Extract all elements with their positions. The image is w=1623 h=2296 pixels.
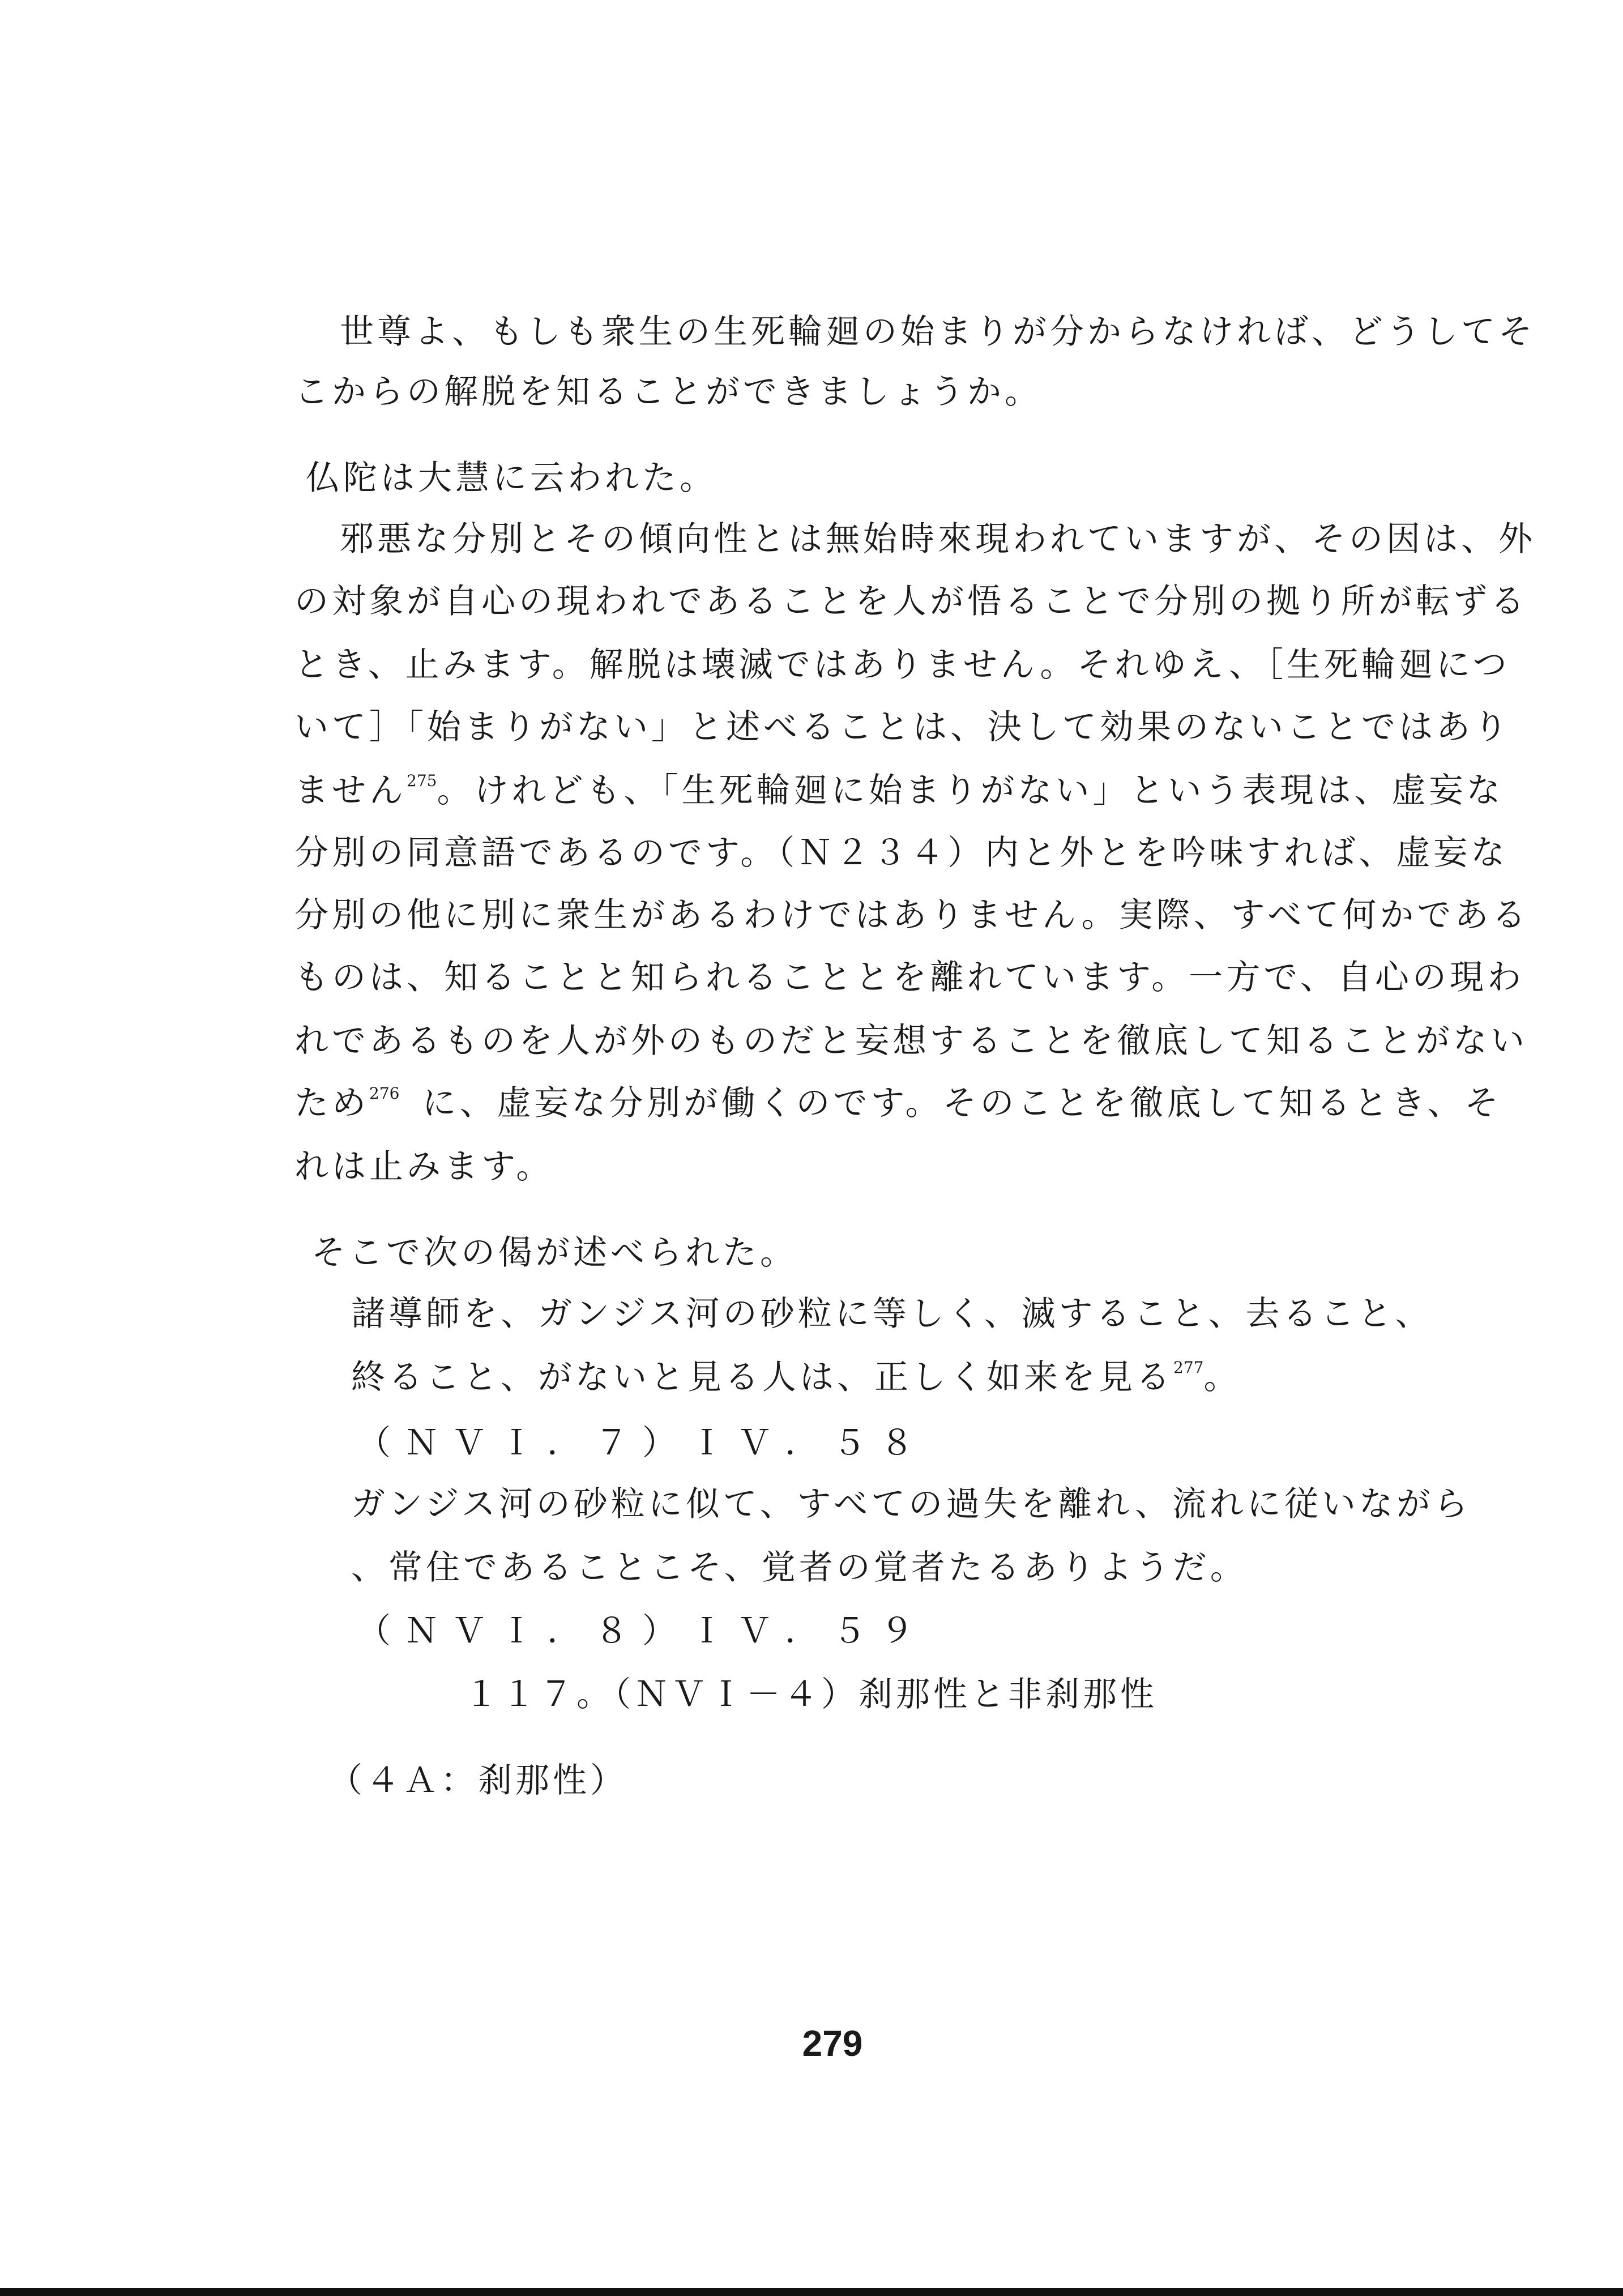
verse-1-line-1: 諸導師を、ガンジス河の砂粒に等しく、滅すること、去ること、 — [351, 1294, 1433, 1334]
bottom-edge-rule — [0, 2288, 1623, 2296]
paragraph-2: 仏陀は大慧に云われた。 — [306, 458, 717, 498]
paragraph-3-line-10-b: に、虚妄な分別が働くのです。そのことを徹底して知るとき、そ — [422, 1083, 1502, 1123]
paragraph-3-line-6: 分別の同意語であるのです。（Ｎ２３４）内と外とを吟味すれば、虚妄な — [294, 833, 1509, 873]
verse-2-line-1: ガンジス河の砂粒に似て、すべての過失を離れ、流れに従いながら — [351, 1484, 1471, 1524]
paragraph-1-line-2: こからの解脱を知ることができましょうか。 — [294, 372, 1042, 412]
paragraph-1-line-1: 世尊よ、もしも衆生の生死輪廻の始まりが分からなければ、どうしてそ — [340, 312, 1536, 352]
paragraph-3-line-8: ものは、知ることと知られることとを離れています。一方で、自心の現わ — [294, 958, 1524, 997]
verse-1-line-2-b: 。 — [1203, 1358, 1241, 1397]
paragraph-3-line-4: いて］「始まりがない」と述べることは、決して効果のないことではあり — [294, 707, 1511, 747]
paragraph-3-line-7: 分別の他に別に衆生があるわけではありません。実際、すべて何かである — [294, 895, 1530, 935]
paragraph-4: そこで次の偈が述べられた。 — [311, 1233, 797, 1273]
footnote-ref-276: 276 — [369, 1084, 400, 1103]
paragraph-3-line-3: とき、止みます。解脱は壊滅ではありません。それゆえ、［生死輪廻につ — [294, 645, 1510, 685]
verse-1-reference: （ＮＶＩ．７）ＩＶ．５８ — [357, 1423, 928, 1463]
paragraph-3-line-11: れは止みます。 — [294, 1147, 554, 1187]
page-number: 279 — [802, 2023, 863, 2064]
paragraph-3-line-5-a: ません — [294, 771, 407, 810]
paragraph-3-line-2: の対象が自心の現われであることを人が悟ることで分別の拠り所が転ずる — [294, 582, 1528, 621]
section-heading: １１７。（ＮＶＩ－４）刹那性と非刹那性 — [464, 1675, 1158, 1714]
paragraph-3-line-5 — [294, 768, 1504, 820]
footnote-ref-277: 277 — [1173, 1358, 1204, 1377]
paragraph-3-line-1: 邪悪な分別とその傾向性とは無始時來現われていますが、その因は、外 — [340, 519, 1536, 559]
verse-1-line-2-a: 終ること、がないと見る人は、正しく如来を見る — [351, 1358, 1173, 1397]
paragraph-3-line-10-a: ため — [294, 1083, 369, 1123]
paragraph-3-line-5-b: 。けれども、「生死輪廻に始まりがない」という表現は、虚妄な — [437, 771, 1504, 810]
verse-1-line-2 — [351, 1355, 1241, 1406]
footnote-ref-275: 275 — [407, 771, 437, 790]
subsection-heading: （４Ａ：刹那性） — [328, 1761, 627, 1800]
paragraph-3-line-9: れであるものを人が外のものだと妄想することを徹底して知ることがない — [294, 1021, 1528, 1061]
paragraph-3-line-10 — [294, 1081, 1502, 1132]
verse-2-line-2: 、常住であることこそ、覚者の覚者たるありようだ。 — [351, 1548, 1248, 1587]
verse-2-reference: （ＮＶＩ．８）ＩＶ．５９ — [357, 1611, 928, 1651]
